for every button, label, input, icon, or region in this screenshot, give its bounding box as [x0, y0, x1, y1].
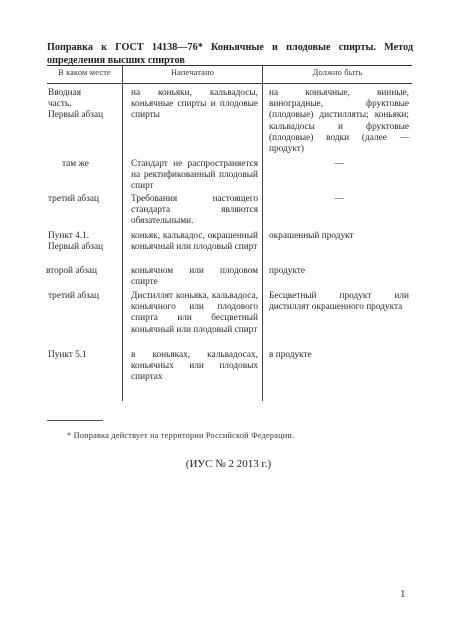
table-cell-place: Пункт 4.1. Первый абзац	[48, 231, 104, 253]
table-top-rule	[47, 65, 412, 66]
table-cell-printed: коньяк, кальвадос, окрашенный коньячный или плодовый спирт	[131, 231, 258, 253]
table-cell-place: Пункт 5.1	[48, 350, 87, 360]
table-cell-printed: в коньяках, кальвадосах, коньячных или плодовых спиртах	[131, 350, 258, 383]
table-cell-place: второй абзац	[46, 266, 97, 276]
table-cell-should-be: продукте	[269, 266, 305, 276]
table-cell-place: третий абзац	[48, 291, 99, 301]
table-cell-place: там же	[62, 159, 89, 169]
table-cell-should-be: окрашенный продукт	[269, 231, 354, 241]
table-cell-place: третий абзац	[48, 194, 99, 204]
table-cell-should-be: в продукте	[269, 350, 312, 360]
header-printed: Напечатано	[170, 68, 215, 77]
publication-reference: (ИУС № 2 2013 г.)	[185, 458, 272, 470]
document-title: Поправка к ГОСТ 14138—76* Коньячные и плодовые спирты. Метод определения высших спиртов	[47, 42, 413, 66]
table-cell-should-be: Бесцветный продукт или дистиллят окрашенного продукта	[269, 291, 409, 313]
column-divider	[262, 65, 263, 401]
header-bottom-rule	[47, 83, 412, 84]
header-should-be: Должно быть	[312, 68, 363, 77]
table-cell-printed: на коньяки, кальвадосы, коньячные спирты и плодовые спирты	[131, 88, 258, 121]
page-number: 1	[400, 588, 406, 600]
footnote: * Поправка действует на территории Российской Федерации.	[67, 431, 295, 440]
table-cell-printed: Стандарт не распространяется на ректификованный плодовый спирт	[131, 159, 258, 192]
table-cell-printed: коньячном или плодовом спирте	[131, 266, 258, 288]
header-place: В каком месте	[58, 68, 111, 77]
table-cell-should-be: —	[334, 159, 344, 169]
table-cell-printed: Дистиллят коньяка, кальвадоса, коньячного или плодового спирта или бесцветный коньячный или плодовый спирт	[131, 291, 258, 335]
table-cell-should-be: на коньячные, винные, виноградные, фруктовые (плодовые) дистилляты; коньяки; кальвадосы и фруктовые (плодовые) водки (далее — продукт)	[269, 88, 409, 155]
table-cell-should-be: —	[334, 194, 344, 204]
footnote-separator	[47, 420, 103, 421]
table-cell-printed: Требования настоящего стандарта являются обязательными.	[131, 194, 258, 227]
table-cell-place: Вводная часть. Первый абзац	[48, 88, 104, 121]
